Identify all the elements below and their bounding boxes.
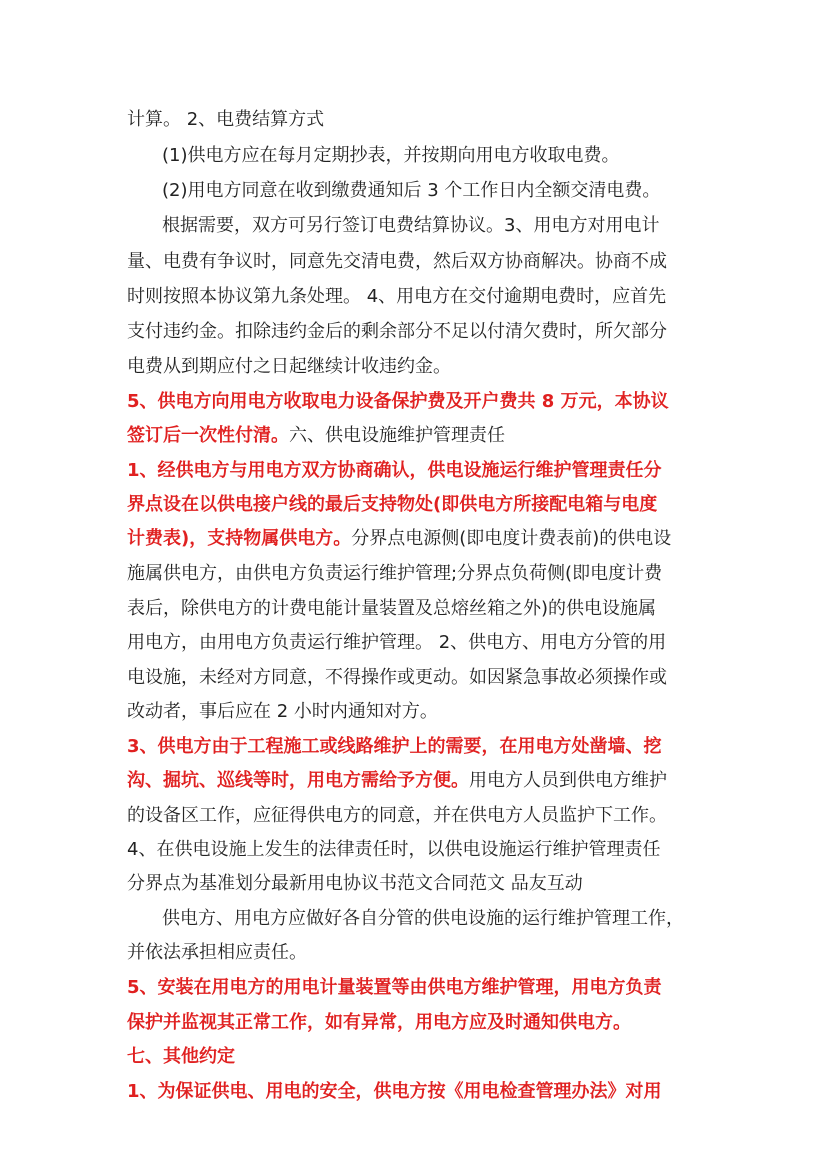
emphasis-text: 5、供电方向用电方收取电力设备保护费及开户费共 8 万元，本协议: [127, 391, 669, 412]
emphasis-text: 七、其他约定: [127, 1046, 235, 1067]
body-text: 用电方，由用电方负责运行维护管理。 2、供电方、用电方分管的用: [127, 632, 667, 653]
body-text: 六、供电设施维护管理责任: [289, 425, 505, 446]
text-line: [162, 176, 752, 206]
body-text: 用电方人员到供电方维护: [469, 770, 667, 791]
text-line: [127, 352, 717, 382]
text-line: [162, 904, 752, 934]
text-line: [127, 1042, 717, 1072]
emphasis-text: 3、供电方由于工程施工或线路维护上的需要，在用电方处凿墙、挖: [127, 736, 662, 757]
body-text: (1)供电方应在每月定期抄表，并按期向用电方收取电费。: [162, 145, 620, 166]
text-line: [127, 732, 717, 762]
body-text: 计算。 2、电费结算方式: [127, 109, 325, 130]
emphasis-text: 1、为保证供电、用电的安全，供电方按《用电检查管理办法》对用: [127, 1081, 662, 1102]
text-line: [127, 835, 717, 865]
text-line: [127, 490, 717, 520]
body-text: 根据需要，双方可另行签订电费结算协议。3、用电方对用电计: [162, 215, 660, 236]
text-line: [127, 247, 717, 277]
text-line: [127, 594, 717, 624]
body-text: 分界点电源侧(即电度计费表前)的供电设: [351, 528, 672, 549]
emphasis-text: 计费表)，支持物属供电方。: [127, 528, 352, 549]
text-line: [162, 141, 752, 171]
body-text: 表后，除供电方的计费电能计量装置及总熔丝箱之外)的供电设施属: [127, 598, 657, 619]
emphasis-text: 1、经供电方与用电方双方协商确认，供电设施运行维护管理责任分: [127, 460, 662, 481]
body-text: 电设施，未经对方同意，不得操作或更动。如因紧急事故必须操作或: [127, 667, 667, 688]
text-line: [127, 559, 717, 589]
body-text: 的设备区工作，应征得供电方的同意，并在供电方人员监护下工作。: [127, 805, 667, 826]
text-line: [127, 869, 717, 899]
emphasis-text: 沟、掘坑、巡线等时，用电方需给予方便。: [127, 770, 469, 791]
body-text: 量、电费有争议时，同意先交清电费，然后双方协商解决。协商不成: [127, 251, 667, 272]
body-text: 改动者，事后应在 2 小时内通知对方。: [127, 701, 438, 722]
text-line: [127, 524, 717, 554]
text-line: [127, 421, 717, 451]
text-line: [127, 973, 717, 1003]
text-line: [127, 628, 717, 658]
emphasis-text: 保护并监视其正常工作，如有异常，用电方应及时通知供电方。: [127, 1012, 631, 1033]
body-text: 支付违约金。扣除违约金后的剩余部分不足以付清欠费时，所欠部分: [127, 321, 667, 342]
text-line: [127, 663, 717, 693]
text-line: [127, 1077, 717, 1107]
emphasis-text: 签订后一次性付清。: [127, 425, 289, 446]
text-line: [127, 938, 717, 968]
emphasis-text: 5、安装在用电方的用电计量装置等由供电方维护管理，用电方负责: [127, 977, 662, 998]
emphasis-text: 界点设在以供电接户线的最后支持物处(即供电方所接配电箱与电度: [127, 494, 658, 515]
text-line: [127, 801, 717, 831]
body-text: 分界点为基准划分最新用电协议书范文合同范文 品友互动: [127, 873, 583, 894]
body-text: 施属供电方，由供电方负责运行维护管理;分界点负荷侧(即电度计费: [127, 563, 663, 584]
body-text: 电费从到期应付之日起继续计收违约金。: [127, 356, 451, 377]
text-line: [127, 317, 717, 347]
body-text: 并依法承担相应责任。: [127, 942, 307, 963]
body-text: 供电方、用电方应做好各自分管的供电设施的运行维护管理工作，: [162, 908, 684, 929]
body-text: 4、在供电设施上发生的法律责任时，以供电设施运行维护管理责任: [127, 839, 661, 860]
text-line: [127, 1008, 717, 1038]
text-line: [127, 282, 717, 312]
text-line: [127, 105, 717, 135]
text-line: [127, 456, 717, 486]
text-line: [127, 387, 717, 417]
text-line: [127, 697, 717, 727]
body-text: 时则按照本协议第九条处理。 4、用电方在交付逾期电费时，应首先: [127, 286, 667, 307]
text-line: [162, 211, 752, 241]
text-line: [127, 766, 717, 796]
body-text: (2)用电方同意在收到缴费通知后 3 个工作日内全额交清电费。: [162, 180, 661, 201]
